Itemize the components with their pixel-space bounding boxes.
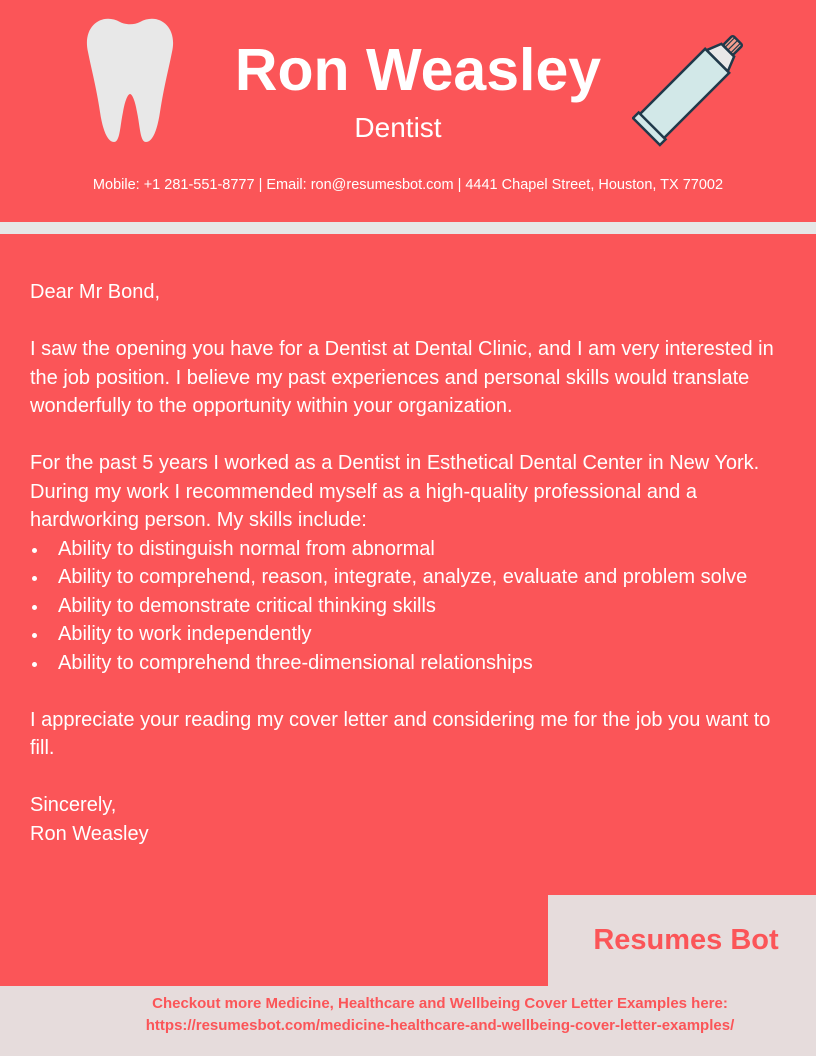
skill-item: Ability to comprehend three-dimensional relationships [30, 649, 795, 678]
contact-info: Mobile: +1 281-551-8777 | Email: ron@resumesbot.com | 4441 Chapel Street, Houston, TX 77002 [92, 177, 724, 193]
spacer [30, 421, 795, 450]
skills-list [30, 535, 795, 678]
footer-cta: Checkout more Medicine, Healthcare and Wellbeing Cover Letter Examples here: [152, 995, 728, 1012]
skill-item: Ability to work independently [30, 620, 795, 649]
header-divider [0, 222, 816, 234]
spacer [30, 763, 795, 792]
experience-paragraph: For the past 5 years I worked as a Dentist in Esthetical Dental Center in New York. During my work I recommended myself as a high-quality professional and a hardworking person. My skills include: [30, 452, 760, 531]
signature-name: Ron Weasley [30, 822, 149, 845]
applicant-name: Ron Weasley [234, 37, 602, 103]
brand-box [548, 895, 816, 986]
toothpaste-tube-icon [632, 26, 750, 148]
brand-label: Resumes Bot [593, 924, 779, 956]
tooth-icon [80, 14, 180, 144]
spacer [30, 307, 795, 336]
spacer [30, 677, 795, 706]
skill-item: Ability to demonstrate critical thinking skills [30, 592, 795, 621]
intro-paragraph: I saw the opening you have for a Dentist at Dental Clinic, and I am very interested in the job position. I believe my past experiences and personal skills would translate wonderfully to the opportunity within your organization. [30, 338, 774, 417]
closing-paragraph: I appreciate your reading my cover letter and considering me for the job you want to fill. [30, 708, 771, 759]
skill-item: Ability to distinguish normal from abnormal [30, 535, 795, 564]
signoff: Sincerely, [30, 794, 117, 816]
letter-body [30, 278, 795, 848]
greeting: Dear Mr Bond, [30, 281, 161, 303]
skill-item: Ability to comprehend, reason, integrate, analyze, evaluate and problem solve [30, 563, 795, 592]
footer-link[interactable]: https://resumesbot.com/medicine-healthcare-and-wellbeing-cover-letter-examples/ [145, 1017, 735, 1034]
job-title: Dentist [354, 112, 442, 143]
